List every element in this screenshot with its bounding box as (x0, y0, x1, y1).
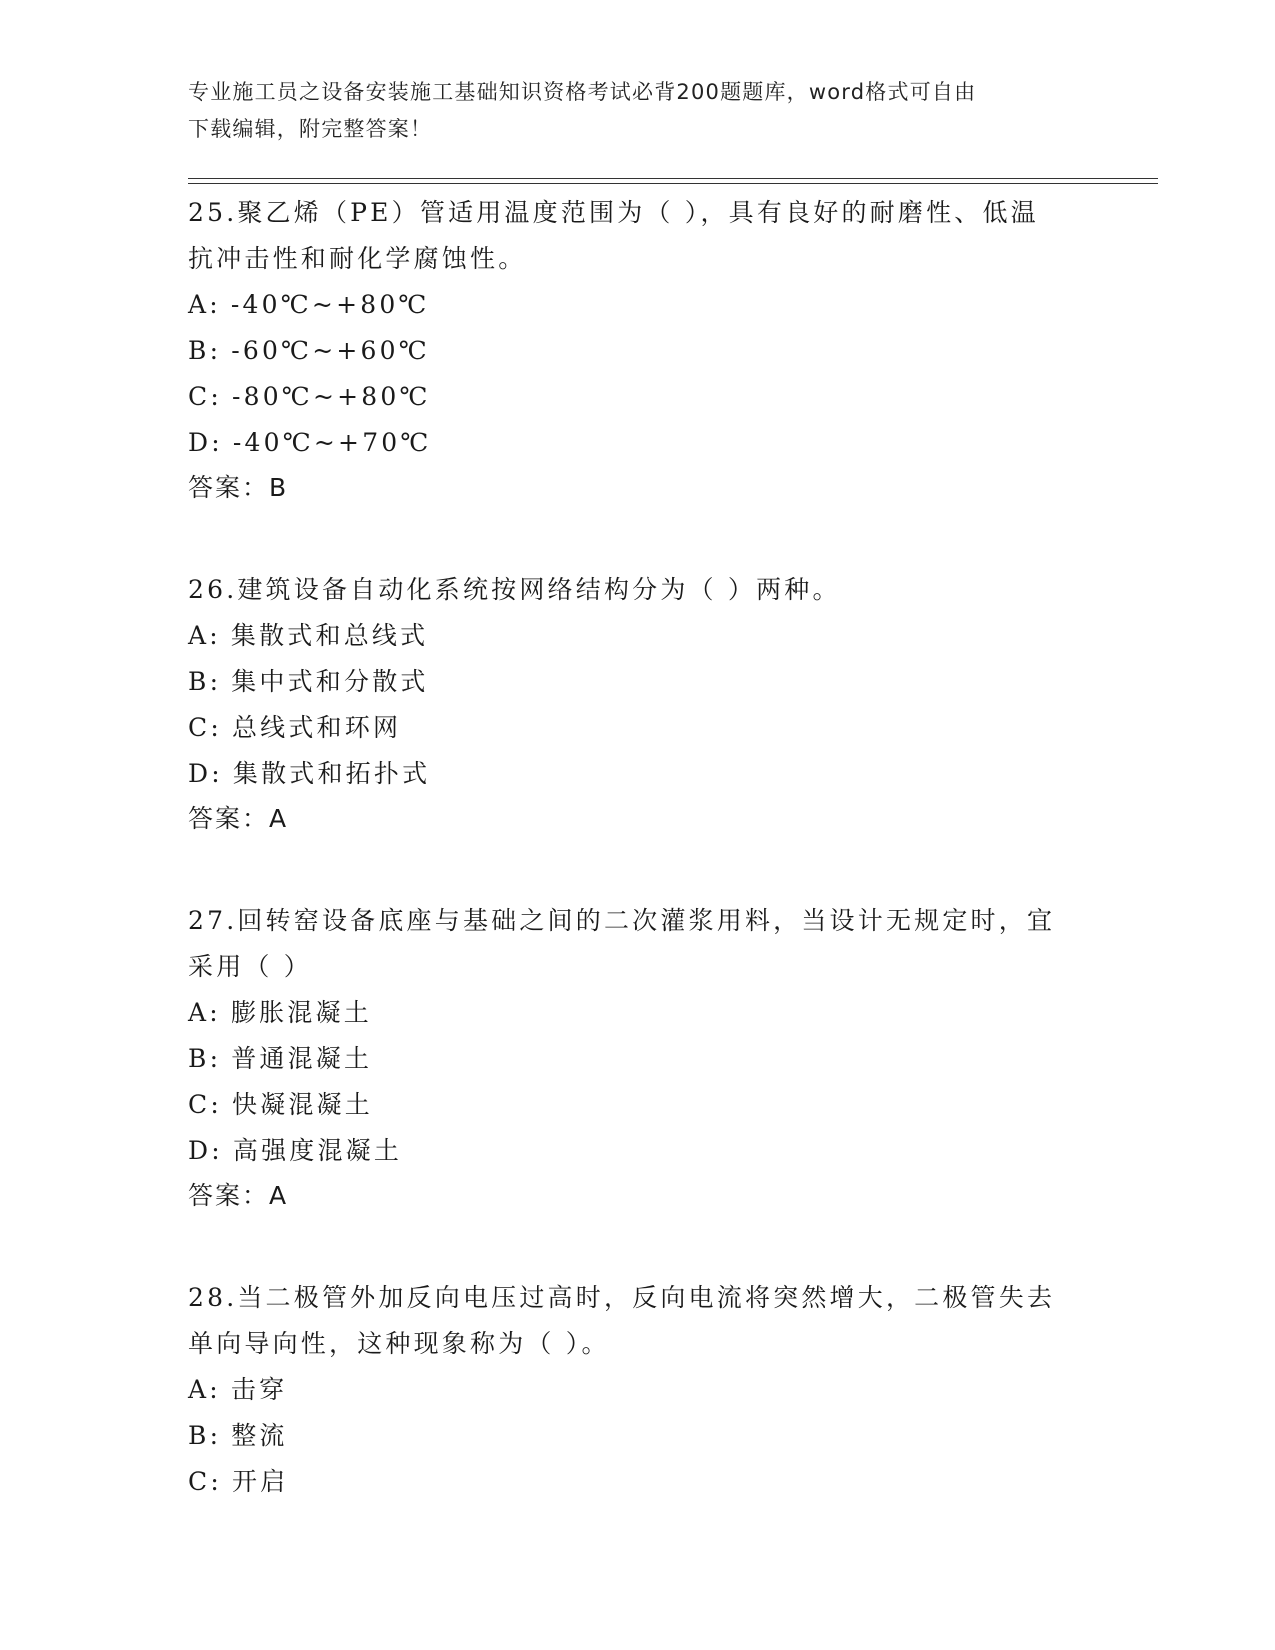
option-c (188, 374, 1088, 420)
option-letter: C: (188, 382, 222, 411)
option-text: 快凝混凝土 (231, 1090, 373, 1119)
option-text: 膨胀混凝土 (230, 998, 372, 1027)
option-text: -40℃~+80℃ (230, 290, 430, 319)
option-letter: D: (188, 428, 223, 457)
question-stem-line-1: 25.聚乙烯（PE）管适用温度范围为（ ），具有良好的耐磨性、低温 (188, 198, 1039, 227)
header-divider-bottom (188, 183, 1158, 184)
option-a (188, 1367, 1088, 1413)
option-text: 普通混凝土 (231, 1044, 373, 1073)
option-letter: A: (188, 290, 221, 319)
option-d (188, 751, 1088, 797)
option-c (188, 1459, 1088, 1505)
question-list (188, 190, 1088, 1562)
option-text: 集中式和分散式 (231, 667, 429, 696)
option-b (188, 328, 1088, 374)
option-letter: D: (188, 759, 223, 788)
option-text: 高强度混凝土 (232, 1136, 403, 1165)
header-line-1: 专业施工员之设备安装施工基础知识资格考试必背200题题库，word格式可自由 (188, 80, 977, 104)
question-27 (188, 898, 1088, 1218)
header-line-2: 下载编辑，附完整答案！ (188, 117, 433, 141)
document-header (188, 74, 1068, 148)
answer-line: 答案：A (188, 1181, 289, 1210)
question-stem (188, 898, 1088, 990)
option-c (188, 1082, 1088, 1128)
question-stem (188, 1275, 1088, 1367)
option-letter: B: (188, 1421, 222, 1450)
option-letter: A: (188, 621, 221, 650)
question-stem-line-2: 采用（ ） (188, 952, 312, 981)
option-letter: B: (188, 667, 222, 696)
question-stem-line-2: 抗冲击性和耐化学腐蚀性。 (188, 244, 527, 273)
option-text: 集散式和总线式 (230, 621, 429, 650)
option-d (188, 1128, 1088, 1174)
question-stem-line-1: 28.当二极管外加反向电压过高时，反向电流将突然增大，二极管失去 (188, 1283, 1056, 1312)
option-letter: C: (188, 1090, 222, 1119)
option-a (188, 613, 1088, 659)
option-text: 总线式和环网 (231, 713, 402, 742)
question-stem-line-1: 26.建筑设备自动化系统按网络结构分为（ ）两种。 (188, 575, 841, 604)
question-28 (188, 1275, 1088, 1505)
option-text: 击穿 (230, 1375, 288, 1404)
option-a (188, 990, 1088, 1036)
option-letter: B: (188, 336, 222, 365)
option-a (188, 282, 1088, 328)
option-text: -40℃~+70℃ (232, 428, 432, 457)
header-divider-top (188, 178, 1158, 179)
question-stem-line-1: 27.回转窑设备底座与基础之间的二次灌浆用料，当设计无规定时，宜 (188, 906, 1056, 935)
question-stem (188, 190, 1088, 282)
question-25 (188, 190, 1088, 510)
option-b (188, 659, 1088, 705)
option-letter: B: (188, 1044, 222, 1073)
option-letter: C: (188, 1467, 222, 1496)
option-letter: A: (188, 998, 221, 1027)
option-c (188, 705, 1088, 751)
question-stem-line-2: 单向导向性，这种现象称为（ ）。 (188, 1329, 610, 1358)
option-text: -60℃~+60℃ (231, 336, 430, 365)
option-letter: C: (188, 713, 222, 742)
option-d (188, 420, 1088, 466)
option-letter: A: (188, 1375, 221, 1404)
answer-line: 答案：B (188, 473, 289, 502)
option-text: 整流 (231, 1421, 288, 1450)
option-b (188, 1413, 1088, 1459)
option-text: 开启 (231, 1467, 289, 1496)
question-26 (188, 567, 1088, 841)
answer-line: 答案：A (188, 804, 289, 833)
option-letter: D: (188, 1136, 223, 1165)
option-text: -80℃~+80℃ (231, 382, 431, 411)
option-text: 集散式和拓扑式 (232, 759, 431, 788)
option-b (188, 1036, 1088, 1082)
question-stem (188, 567, 1088, 613)
